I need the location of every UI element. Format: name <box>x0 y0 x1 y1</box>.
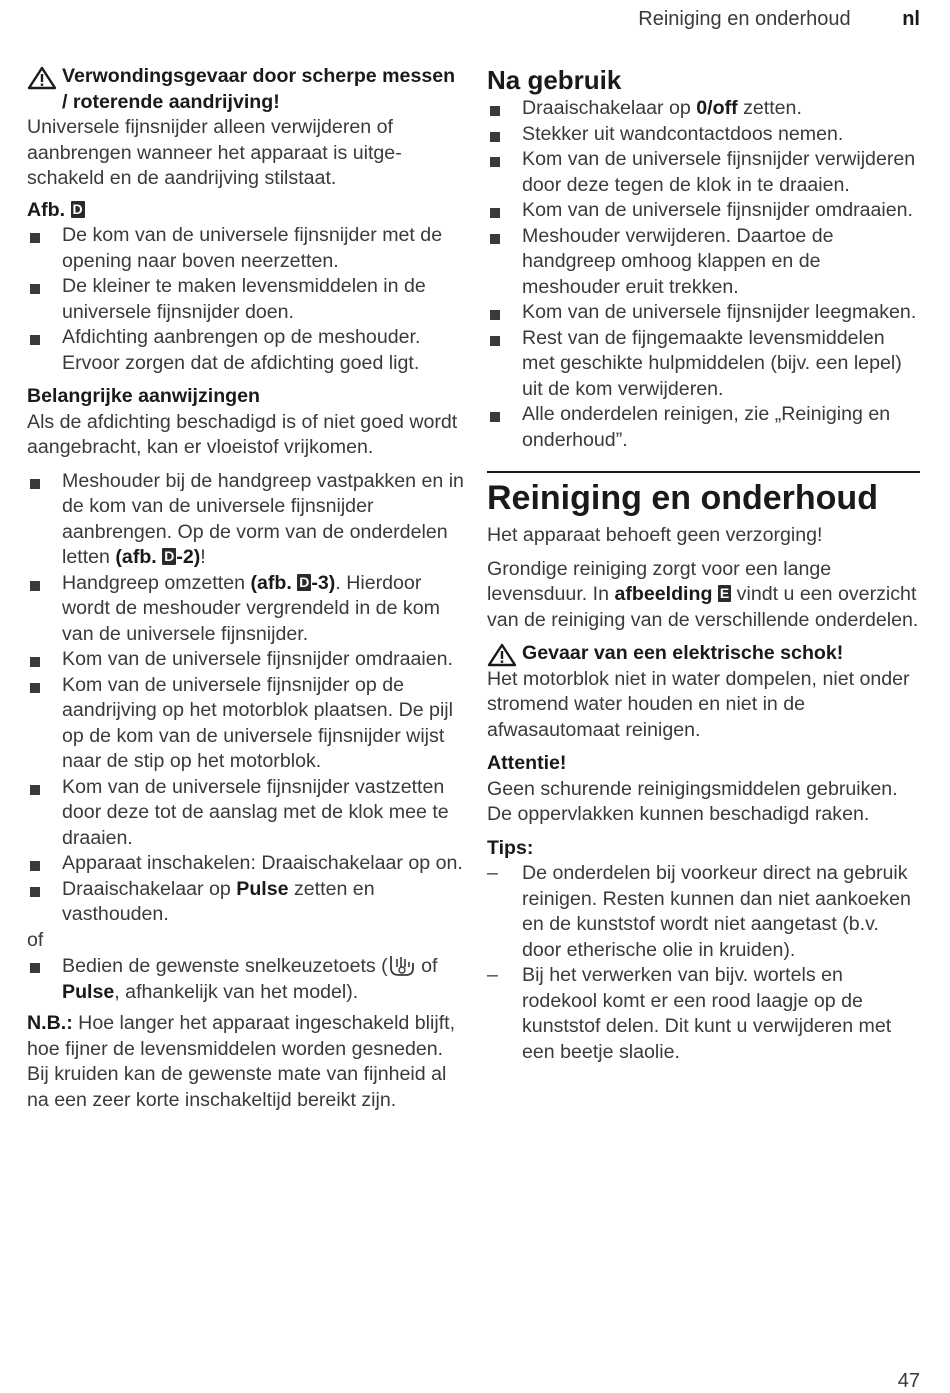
right-column <box>487 64 920 1065</box>
list-item: De kom van de universele fijnsnijder met de opening naar boven neerzetten. <box>27 223 465 274</box>
list-item: Stekker uit wandcontactdoos nemen. <box>487 122 920 148</box>
important-text: Als de afdichting beschadigd is of niet goed wordt aangebracht, kan er vloeistof vrijkomen. <box>27 410 458 458</box>
list-item: Alle onderdelen reinigen, zie „Reiniging en onderhoud”. <box>487 402 920 453</box>
figure-d-badge: D <box>299 573 310 590</box>
cleaning-heading: Reiniging en onderhoud <box>487 479 878 517</box>
warning-blades-title: Verwondingsgevaar door scherpe messen / roterende aandrijving! <box>62 65 456 113</box>
list-item: – Bij het verwerken van bijv. wortels en rodekool komt er een rood laagje op de kunststof delen. Dit kunt u verwijderen met een beetje slaolie. <box>487 963 920 1065</box>
or-label: of <box>27 928 44 951</box>
list-item: Meshouder verwijderen. Daartoe de handgreep omhoog klappen en de meshouder eruit trekken. <box>487 224 920 301</box>
section-divider <box>487 471 920 473</box>
quickselect-list <box>27 953 465 1005</box>
list-item: Kom van de universele fijnsnijder verwijderen door deze tegen de klok in te draaien. <box>487 147 920 198</box>
hand-snelkeuze-icon <box>388 953 416 977</box>
tips-list <box>487 861 920 1065</box>
list-item: Handgreep omzetten (afb. D -3). Hierdoor wordt de meshouder vergrendeld in de kom van de universele fijnsnijder. <box>27 571 465 648</box>
important-heading: Belangrijke aanwijzingen <box>27 385 261 407</box>
warning-shock-text: Het motorblok niet in water dompelen, niet onder stromend water houden en niet in de afwasautomaat reinigen. <box>487 667 910 741</box>
list-item: De kleiner te maken levensmiddelen in de universele fijnsnijder doen. <box>27 274 465 325</box>
page-number: 47 <box>897 1370 920 1392</box>
warning-shock-title: Gevaar van een elektrische schok! <box>522 642 844 664</box>
warning-blades-text: Universele fijnsnijder alleen verwijderen of aanbrengen wanneer het apparaat is uitgeschakeld en de aandrijving stilstaat. <box>27 116 402 189</box>
list-item: Kom van de universele fijnsnijder vastzetten door deze tot de aanslag met de klok mee te draaien. <box>27 775 465 852</box>
tips-heading: Tips: <box>487 836 534 859</box>
list-item: Kom van de universele fijnsnijder omdraaien. <box>27 647 465 673</box>
warning-triangle-icon <box>487 643 517 667</box>
figure-e-badge: E <box>719 585 730 601</box>
list-item: Rest van de fijngemaakte levensmiddelen met geschikte hulpmiddelen (bijv. een lepel) uit de kom verwijderen. <box>487 326 920 403</box>
list-item: Kom van de universele fijnsnijder omdraaien. <box>487 198 920 224</box>
figure-d-badge: D <box>72 200 83 217</box>
cleaning-overview: Grondige reiniging zorgt voor een lange levensduur. In afbeelding E vindt u een overzicht van de reiniging van de verschillende onderdelen. <box>487 557 919 631</box>
prep-list <box>27 223 465 376</box>
attention-heading: Attentie! <box>487 752 567 774</box>
warning-blades <box>27 64 465 115</box>
warning-triangle-icon <box>27 66 57 90</box>
after-use-heading: Na gebruik <box>487 65 622 95</box>
assembly-list <box>27 469 465 928</box>
list-item: Meshouder bij de handgreep vastpakken en in de kom van de universele fijnsnijder aanbrengen. Op de vorm van de onderdelen letten (afb. D -2)! <box>27 469 465 571</box>
page-header <box>638 8 920 31</box>
figure-label: Afb. D <box>27 198 83 221</box>
left-column <box>27 64 465 1113</box>
attention-text: Geen schurende reinigingsmiddelen gebruiken. De oppervlakken kunnen beschadigd raken. <box>487 777 898 825</box>
list-item: Apparaat inschakelen: Draaischakelaar op on. <box>27 851 465 877</box>
section-title: Reiniging en onderhoud <box>638 8 851 30</box>
figure-d-badge: D <box>164 548 175 564</box>
list-item: Kom van de universele fijnsnijder leegmaken. <box>487 300 920 326</box>
list-item: – De onderdelen bij voorkeur direct na gebruik reinigen. Resten kunnen dan niet aankoeken en de kunststof wordt niet aangetast (b.v. door etherische olie in kruiden). <box>487 861 920 963</box>
list-item: Draaischakelaar op Pulse zetten en vasthouden. <box>27 877 465 928</box>
list-item: Kom van de universele fijnsnijder op de aandrijving op het motorblok plaatsen. De pijl op de kom van de universele fijnsnijder wijst naar de stip op het motorblok. <box>27 673 465 775</box>
warning-shock <box>487 641 920 667</box>
list-item: Bedien de gewenste snelkeuzetoets ( of Pulse, afhankelijk van het model). <box>27 953 465 1005</box>
list-item: Draaischakelaar op 0/off zetten. <box>487 96 920 122</box>
list-item: Afdichting aanbrengen op de meshouder. Ervoor zorgen dat de afdichting goed ligt. <box>27 325 465 376</box>
language-code: nl <box>902 8 920 30</box>
cleaning-intro: Het apparaat behoeft geen verzorging! <box>487 524 823 546</box>
nb-note: N.B.: Hoe langer het apparaat ingeschakeld blijft, hoe fijner de levensmiddelen worden gesneden. Bij kruiden kan de gewenste mate van fijnheid al na een zeer korte inschakeltijd bereikt zijn. <box>27 1012 456 1111</box>
after-use-list <box>487 96 920 453</box>
